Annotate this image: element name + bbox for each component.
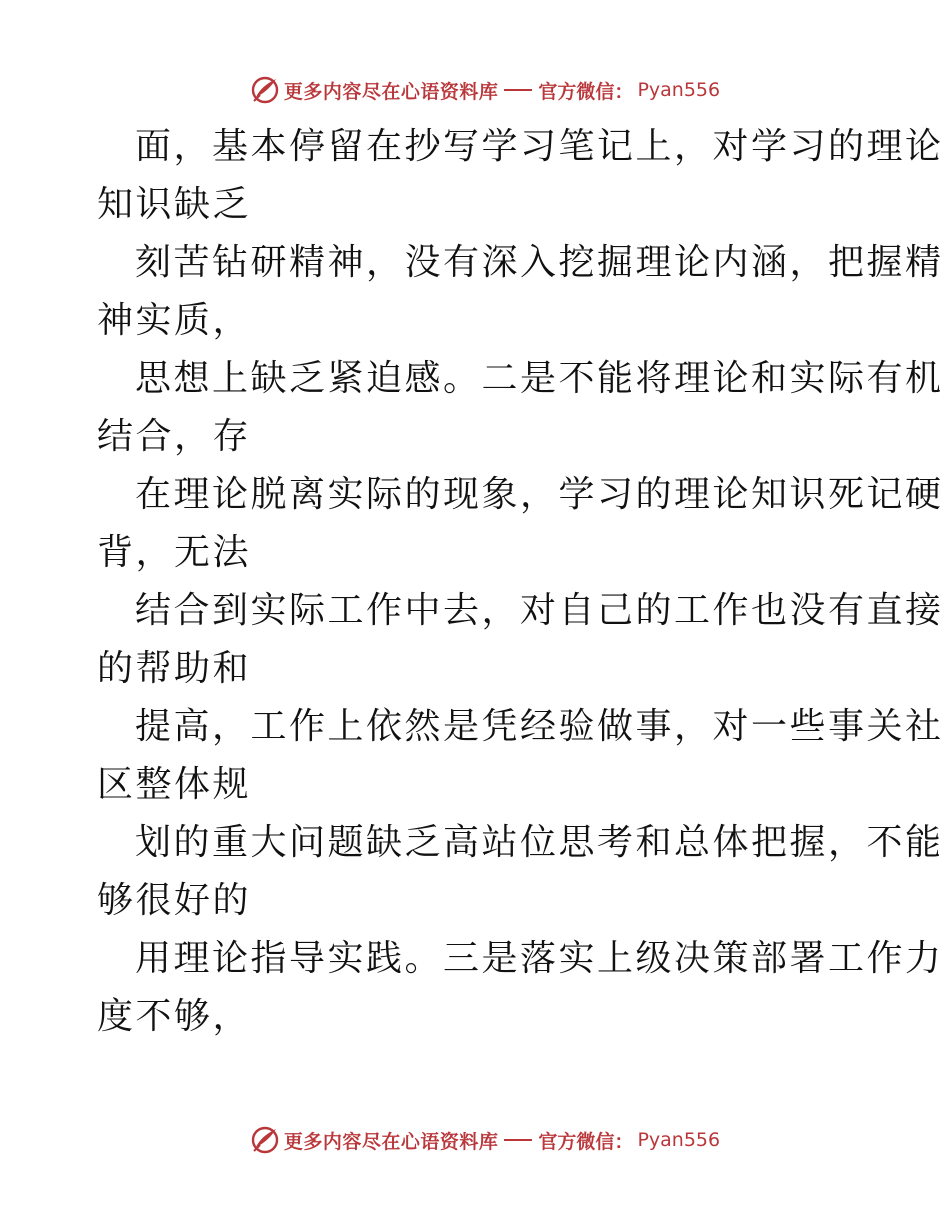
body-line: 结合，存	[97, 416, 252, 457]
body-line: 知识缺乏	[97, 184, 252, 225]
banner-slogan: 更多内容尽在心语资料库	[283, 1130, 499, 1153]
body-line: 思想上缺乏紧迫感。二是不能将理论和实际有机	[135, 358, 944, 399]
body-line: 用理论指导实践。三是落实上级决策部署工作力	[135, 938, 944, 979]
body-line: 面，基本停留在抄写学习笔记上，对学习的理论	[135, 126, 944, 167]
banner-wechat-label: 官方微信：	[538, 80, 634, 103]
body-line: 背，无法	[97, 532, 252, 573]
document-body	[97, 118, 944, 1046]
body-line: 度不够，	[97, 996, 252, 1037]
banner-slogan: 更多内容尽在心语资料库	[283, 80, 499, 103]
footer-banner	[0, 1120, 950, 1160]
body-line: 神实质，	[97, 300, 252, 341]
body-line: 刻苦钻研精神，没有深入挖掘理论内涵，把握精	[135, 242, 944, 283]
banner-dash	[504, 89, 532, 91]
body-line: 在理论脱离实际的现象，学习的理论知识死记硬	[135, 474, 944, 515]
body-line: 提高，工作上依然是凭经验做事，对一些事关社	[135, 706, 944, 747]
banner-wechat-id: Pyan556	[637, 1129, 721, 1151]
quill-pen-logo-icon	[250, 75, 280, 105]
banner-dash	[504, 1139, 532, 1141]
quill-pen-logo-icon	[250, 1125, 280, 1155]
body-line: 的帮助和	[97, 648, 252, 689]
header-banner	[0, 70, 950, 110]
body-line: 区整体规	[97, 764, 252, 805]
body-line: 划的重大问题缺乏高站位思考和总体把握，不能	[135, 822, 944, 863]
body-line: 结合到实际工作中去，对自己的工作也没有直接	[135, 590, 944, 631]
body-line: 够很好的	[97, 880, 252, 921]
banner-wechat-id: Pyan556	[637, 79, 721, 101]
banner-wechat-label: 官方微信：	[538, 1130, 634, 1153]
